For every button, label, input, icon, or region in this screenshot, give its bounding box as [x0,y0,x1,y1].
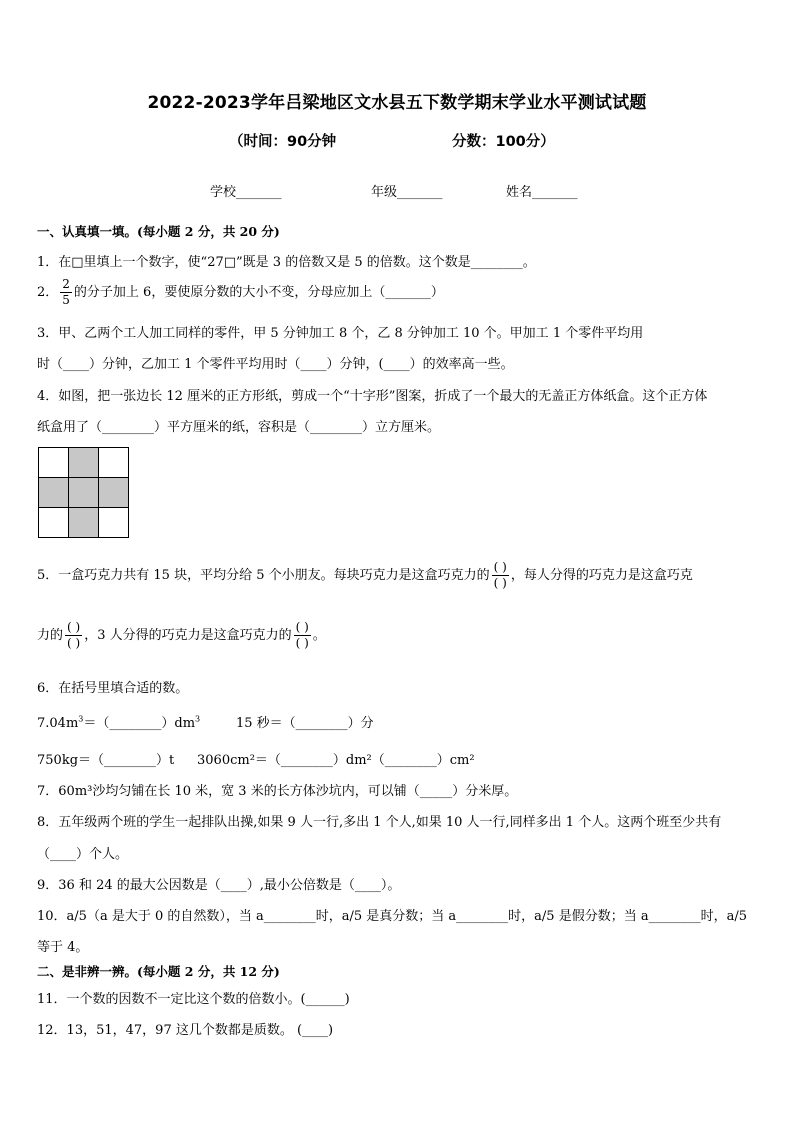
answer-fraction-denominator: ( ) [493,576,507,590]
question-5-line-2 [37,620,326,651]
question-8-line-2: （____）个人。 [37,847,129,862]
time-label: （时间：90分钟 [229,134,337,150]
school-field: 学校_______ [210,185,282,200]
question-1: 1．在□里填上一个数字，使“27□”既是 3 的倍数又是 5 的倍数。这个数是________。 [37,255,536,270]
question-9: 9．36 和 24 的最大公因数是（____）,最小公倍数是（____）。 [37,878,401,893]
grid-cell-shaded [39,478,69,508]
question-6-title: 6．在括号里填合适的数。 [37,681,189,696]
answer-fraction-numerator: ( ) [67,620,81,634]
question-4-line-2: 纸盒用了（________）平方厘米的纸，容积是（________）立方厘米。 [37,420,441,435]
score-label: 分数：100分） [452,134,555,150]
section-2-heading: 二、是非辨一辨。(每小题 2 分，共 12 分) [37,964,280,979]
grid-cell-shaded [69,448,99,478]
q6-a-answer: ＝（________）dm [83,716,196,731]
grid-cell [39,508,69,538]
question-4-line-1: 4．如图，把一张边长 12 厘米的正方形纸，剪成一个“十字形”图案，折成了一个最大的无盖正方体纸盒。这个正方体 [37,389,708,404]
question-2-number: 2． [37,285,59,300]
grid-cell-shaded [99,478,129,508]
page-title: 2022-2023学年吕梁地区文水县五下数学期末学业水平测试试题 [147,93,647,113]
grid-cell-shaded [69,478,99,508]
answer-fraction-3 [294,620,311,651]
grid-cell [99,508,129,538]
question-5-text-d: ，3 人分得的巧克力是这盒巧克力的 [84,628,292,643]
grid-cell [39,448,69,478]
answer-fraction-2 [65,620,82,651]
question-6-c: 750kg＝（________）t [37,753,175,768]
grid-cell-shaded [69,508,99,538]
question-11: 11．一个数的因数不一定比这个数的倍数小。(______) [37,992,350,1007]
q6-a-value: 7.04m [37,716,79,731]
question-6-d: 3060cm²＝（________）dm²（________）cm² [197,753,475,768]
grade-field: 年级_______ [371,185,443,200]
answer-fraction-numerator: ( ) [295,620,309,634]
question-5-line-1 [37,560,693,591]
question-8-line-1: 8．五年级两个班的学生一起排队出操,如果 9 人一行,多出 1 个人,如果 10 人一行,同样多出 1 个人。这两个班至少共有 [37,815,722,830]
fraction-two-fifths [60,277,72,308]
question-3-line-2: 时（____）分钟，乙加工 1 个零件平均用时（____）分钟，(____）的效率高一些。 [37,357,514,372]
question-5-text-e: 。 [312,628,326,643]
question-3-line-1: 3．甲、乙两个工人加工同样的零件，甲 5 分钟加工 8 个，乙 8 分钟加工 10 个。甲加工 1 个零件平均用 [37,326,644,341]
question-5-text-c: 力的 [37,628,64,643]
question-5-text-b: ，每人分得的巧克力是这盒巧克 [510,568,693,583]
question-6-b: 15 秒＝（________）分 [236,716,374,731]
q6-a-unit-exponent: 3 [195,714,201,724]
question-10-line-1: 10．a/5（a 是大于 0 的自然数），当 a________时，a/5 是真分数；当 a________时，a/5 是假分数；当 a________时，a/5 [37,909,747,924]
q6-a-exponent: 3 [78,714,84,724]
question-2-text: 的分子加上 6，要使原分数的大小不变，分母应加上（_______） [73,285,444,300]
question-12: 12．13，51，47，97 这几个数都是质数。 (____) [37,1023,334,1038]
question-7: 7．60m³沙均匀铺在长 10 米，宽 3 米的长方体沙坑内，可以铺（_____）分米厚。 [37,784,518,799]
question-5-text-a: 5．一盒巧克力共有 15 块，平均分给 5 个小朋友。每块巧克力是这盒巧克力的 [37,568,490,583]
question-10-line-2: 等于 4。 [37,940,89,955]
grid-cell [99,448,129,478]
name-field: 姓名_______ [506,185,578,200]
answer-fraction-denominator: ( ) [67,636,81,650]
section-1-heading: 一、认真填一填。(每小题 2 分，共 20 分) [37,224,280,239]
question-6-a [37,712,200,731]
question-2 [37,277,444,308]
answer-fraction-numerator: ( ) [493,560,507,574]
cross-shape-figure [38,447,129,538]
fraction-denominator: 5 [62,293,70,307]
answer-fraction-denominator: ( ) [295,636,309,650]
fraction-numerator: 2 [62,277,70,291]
answer-fraction-1 [492,560,509,591]
